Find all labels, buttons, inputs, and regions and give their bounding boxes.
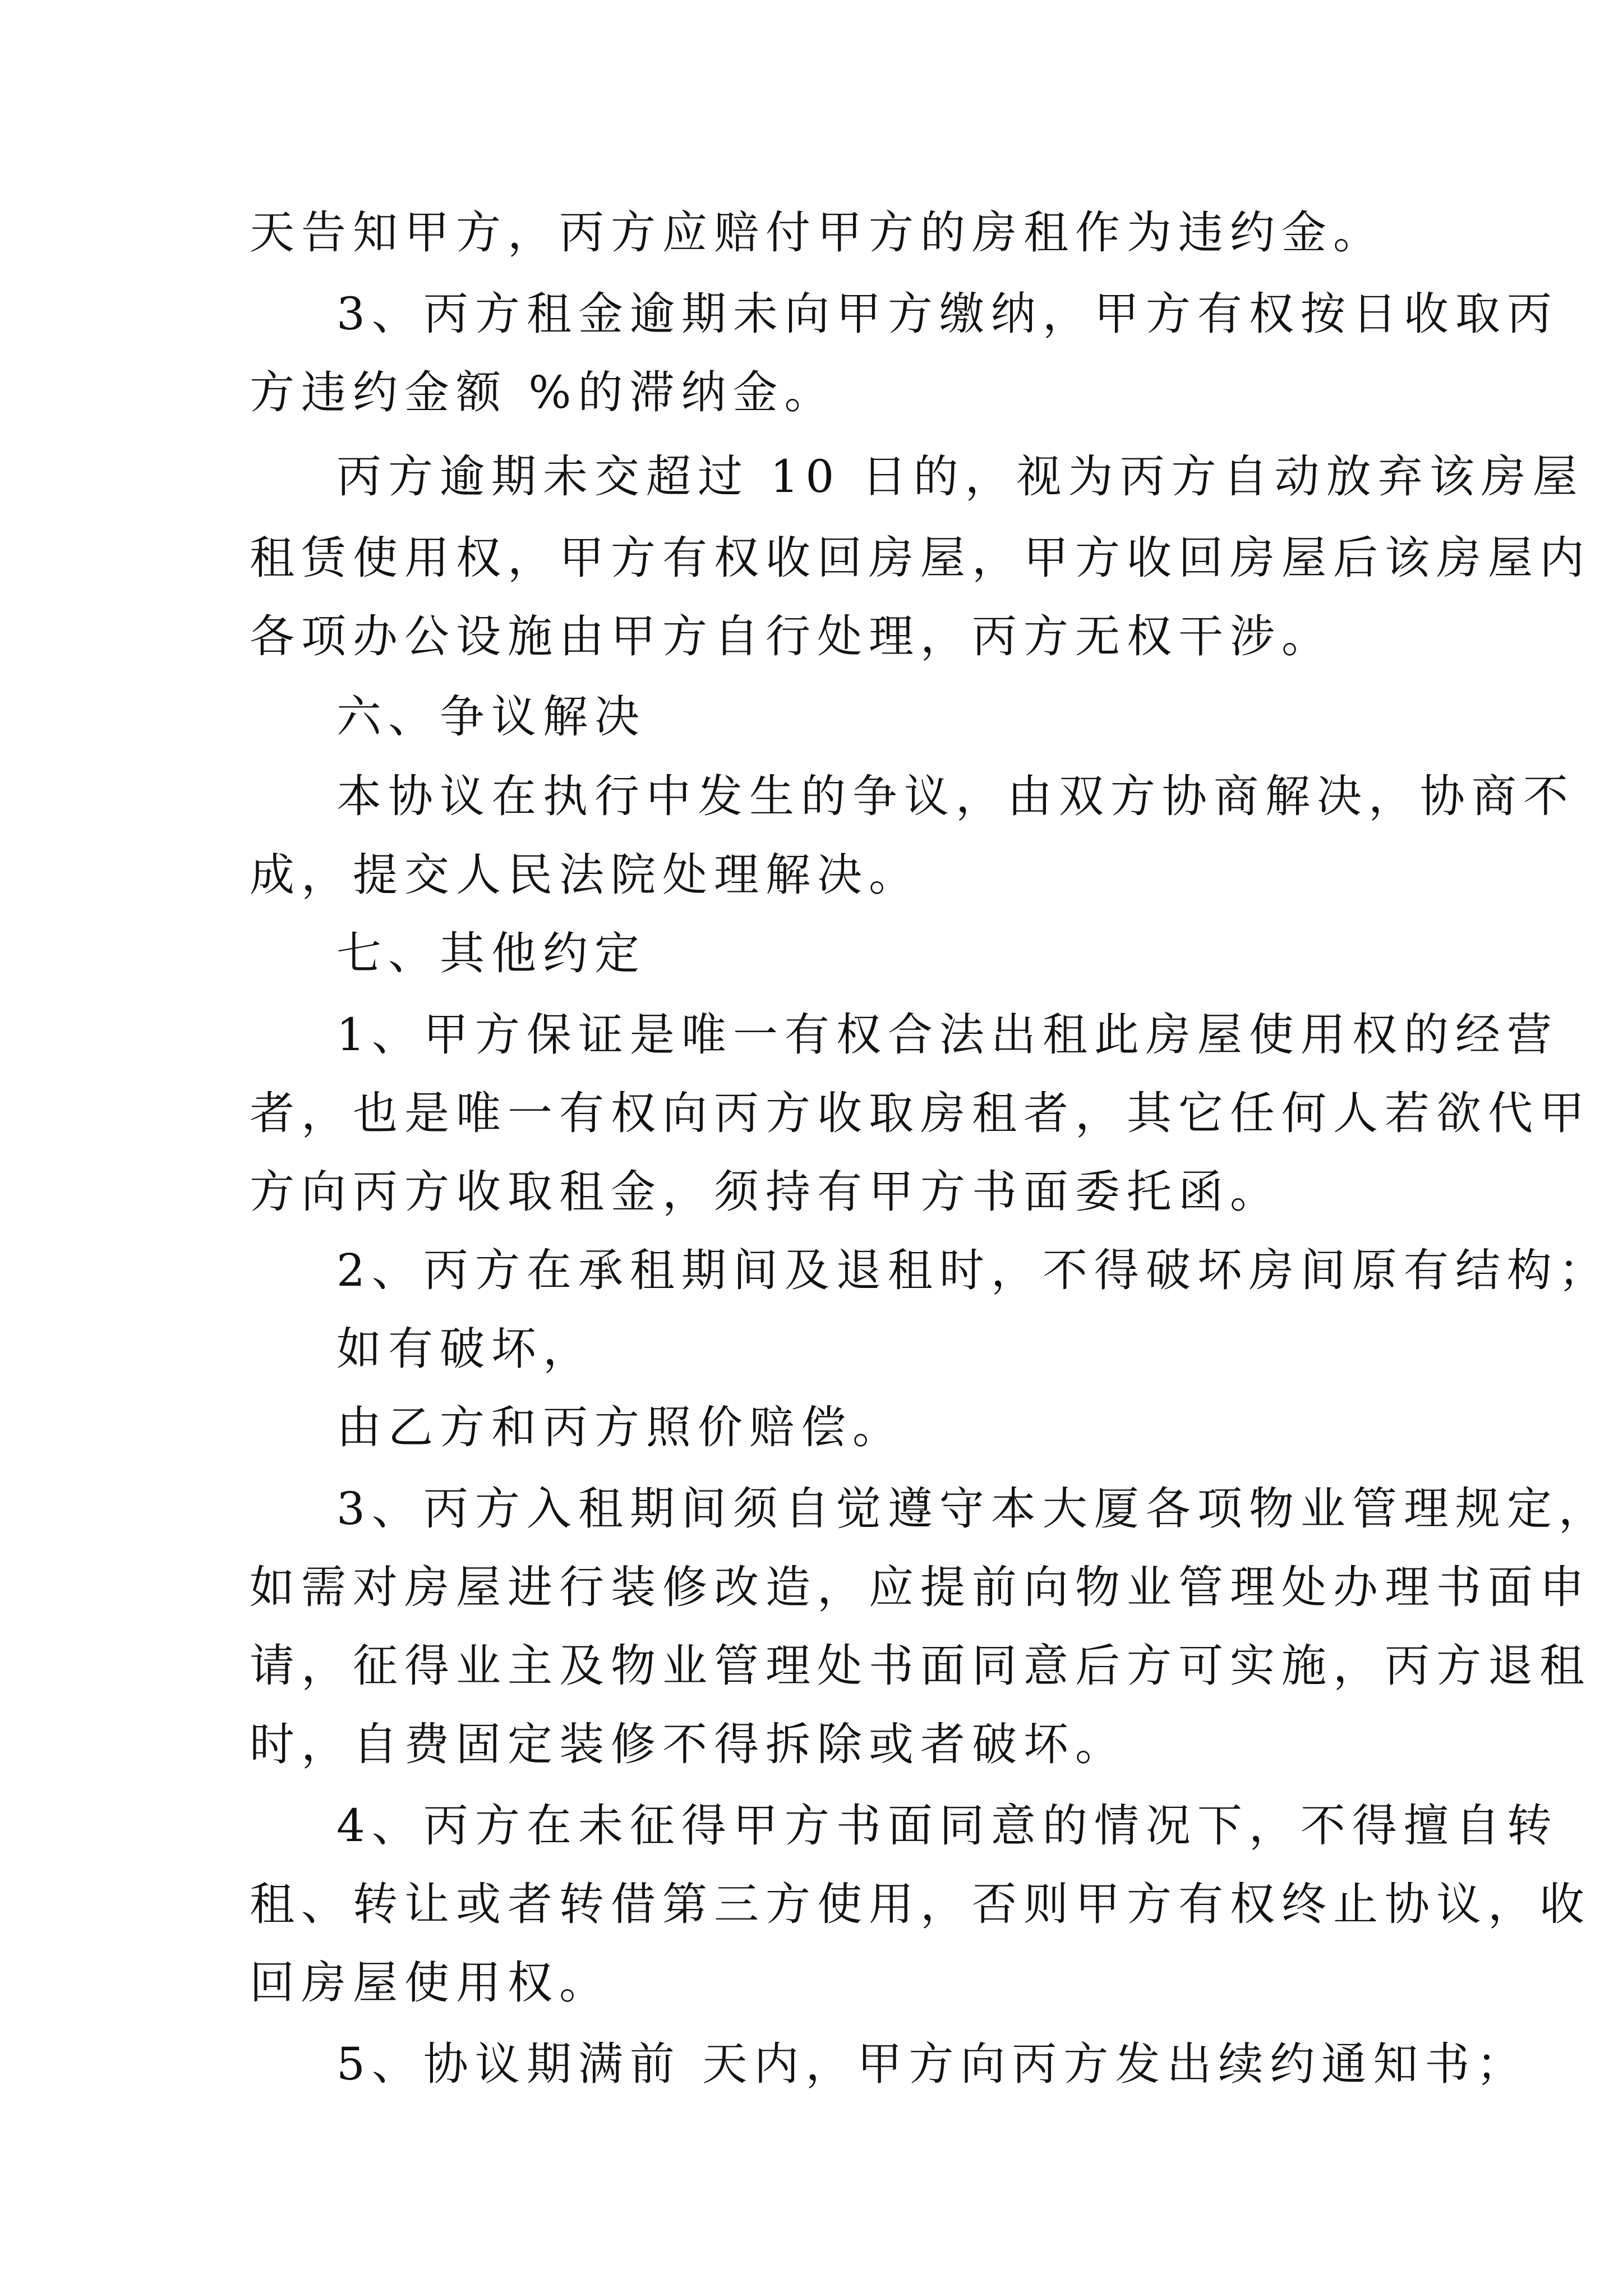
text-line: 天告知甲方，丙方应赔付甲方的房租作为违约金。 xyxy=(250,206,1385,259)
text-line: 1、甲方保证是唯一有权合法出租此房屋使用权的经营 xyxy=(336,1009,1559,1061)
text-line: 由乙方和丙方照价赔偿。 xyxy=(336,1401,904,1453)
text-line: 2、丙方在承租期间及退租时，不得破坏房间原有结构； xyxy=(336,1244,1610,1296)
text-line: 租赁使用权，甲方有权收回房屋，甲方收回房屋后该房屋内 xyxy=(250,532,1591,584)
text-line: 如需对房屋进行装修改造，应提前向物业管理处办理书面申 xyxy=(250,1561,1591,1613)
text-line: 者，也是唯一有权向丙方收取房租者，其它任何人若欲代甲 xyxy=(250,1087,1591,1139)
text-line: 回房屋使用权。 xyxy=(250,1957,611,2009)
text-line: 5、协议期满前 天内，甲方向丙方发出续约通知书； xyxy=(336,2038,1528,2090)
section-heading: 六、争议解决 xyxy=(336,691,646,743)
text-line: 请，征得业主及物业管理处书面同意后方可实施，丙方退租 xyxy=(250,1640,1591,1692)
text-line: 租、转让或者转借第三方使用，否则甲方有权终止协议，收 xyxy=(250,1878,1591,1930)
text-line: 成，提交人民法院处理解决。 xyxy=(250,849,920,901)
section-heading: 七、其他约定 xyxy=(336,927,646,979)
text-line: 时，自费固定装修不得拆除或者破坏。 xyxy=(250,1718,1127,1770)
text-line: 方违约金额 %的滞纳金。 xyxy=(250,366,836,418)
text-line: 3、丙方租金逾期未向甲方缴纳，甲方有权按日收取丙 xyxy=(336,288,1559,340)
text-line: 丙方逾期未交超过 10 日的，视为丙方自动放弃该房屋 xyxy=(336,450,1584,503)
text-line: 3、丙方入租期间须自觉遵守本大厦各项物业管理规定， xyxy=(336,1483,1610,1535)
text-line: 方向丙方收取租金，须持有甲方书面委托函。 xyxy=(250,1166,1281,1218)
text-line: 各项办公设施由甲方自行处理，丙方无权干涉。 xyxy=(250,610,1333,662)
text-line: 4、丙方在未征得甲方书面同意的情况下，不得擅自转 xyxy=(336,1800,1559,1852)
text-line: 如有破坏， xyxy=(336,1323,594,1375)
text-line: 本协议在执行中发生的争议，由双方协商解决，协商不 xyxy=(336,770,1575,822)
